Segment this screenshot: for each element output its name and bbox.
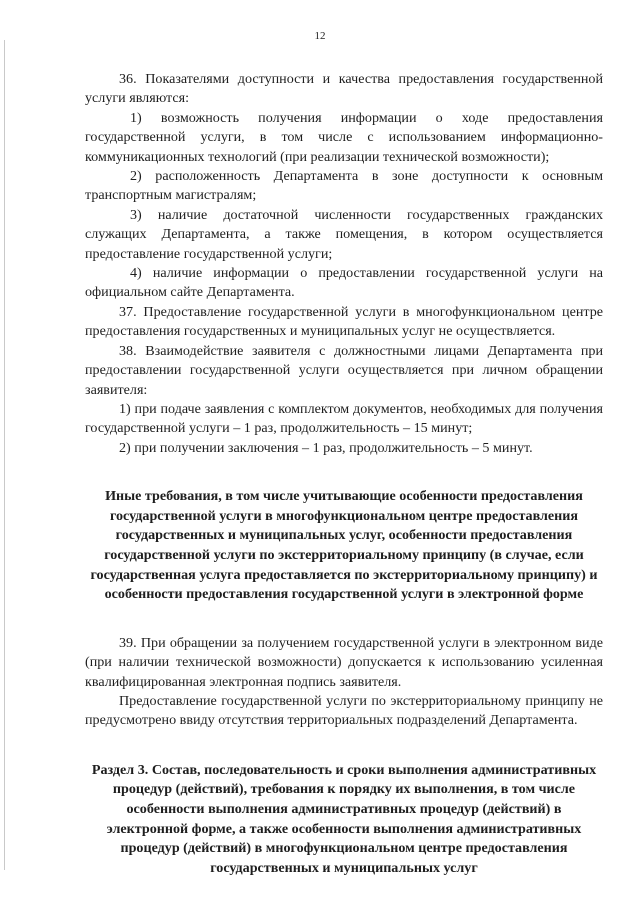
paragraph-38-item-1: 1) при подаче заявления с комплектом документов, необходимых для получения государственной услуги – 1 раз, продолжительность – 15 минут;: [85, 400, 603, 437]
paragraph-39: 39. При обращении за получением государственной услуги в электронном виде (при наличии технической возможности) допускается к использованию усиленная квалифицированная электронная подпись заявителя.: [85, 634, 603, 690]
paragraph-38: 38. Взаимодействие заявителя с должностными лицами Департамента при предоставлении государственной услуги осуществляется при личном обращении заявителя:: [85, 342, 603, 398]
section-heading-other-requirements: Иные требования, в том числе учитывающие особенности предоставления государственной услуги в многофункциональном центре предоставления государственных и муниципальных услуг, особенности предоставления государственной услуги по экстерриториальному принципу (в случае, если государственная услуга предоставляется по экстерриториальному принципу) и особенности предоставления государственной услуги в электронной форме: [90, 488, 598, 603]
paragraph-36-item-1: 1) возможность получения информации о ходе предоставления государственной услуги, в том числе с использованием информационно-коммуникационных технологий (при реализации технической возможности);: [85, 109, 603, 165]
paragraph-36-item-4: 4) наличие информации о предоставлении государственной услуги на официальном сайте Департамента.: [85, 265, 603, 301]
page-number: 12: [314, 30, 326, 42]
paragraph-39-extraterritorial: Предоставление государственной услуги по экстерриториальному принципу не предусмотрено ввиду отсутствия территориальных подразделений Департамента.: [85, 692, 603, 729]
paragraph-36: 36. Показателями доступности и качества предоставления государственной услуги являются:: [85, 71, 603, 107]
paragraph-38-item-2: 2) при получении заключения – 1 раз, продолжительность – 5 минут.: [119, 439, 533, 456]
paragraph-36-item-3: 3) наличие достаточной численности государственных гражданских служащих Департамента, а также помещения, в котором осуществляется предоставление государственной услуги;: [85, 206, 603, 262]
document-body: [85, 70, 603, 878]
scan-edge-line: [4, 40, 5, 870]
section-3-heading: Раздел 3. Состав, последовательность и сроки выполнения административных процедур (действий), требования к порядку их выполнения, в том числе особенности выполнения административных процедур (действий) в электронной форме, а также особенности выполнения административных процедур (действий) в многофункциональном центре предоставления государственных и муниципальных услуг: [91, 761, 597, 876]
paragraph-36-item-2: 2) расположенность Департамента в зоне доступности к основным транспортным магистралям;: [85, 168, 603, 204]
paragraph-37: 37. Предоставление государственной услуги в многофункциональном центре предоставления государственных и муниципальных услуг не осуществляется.: [85, 303, 603, 340]
